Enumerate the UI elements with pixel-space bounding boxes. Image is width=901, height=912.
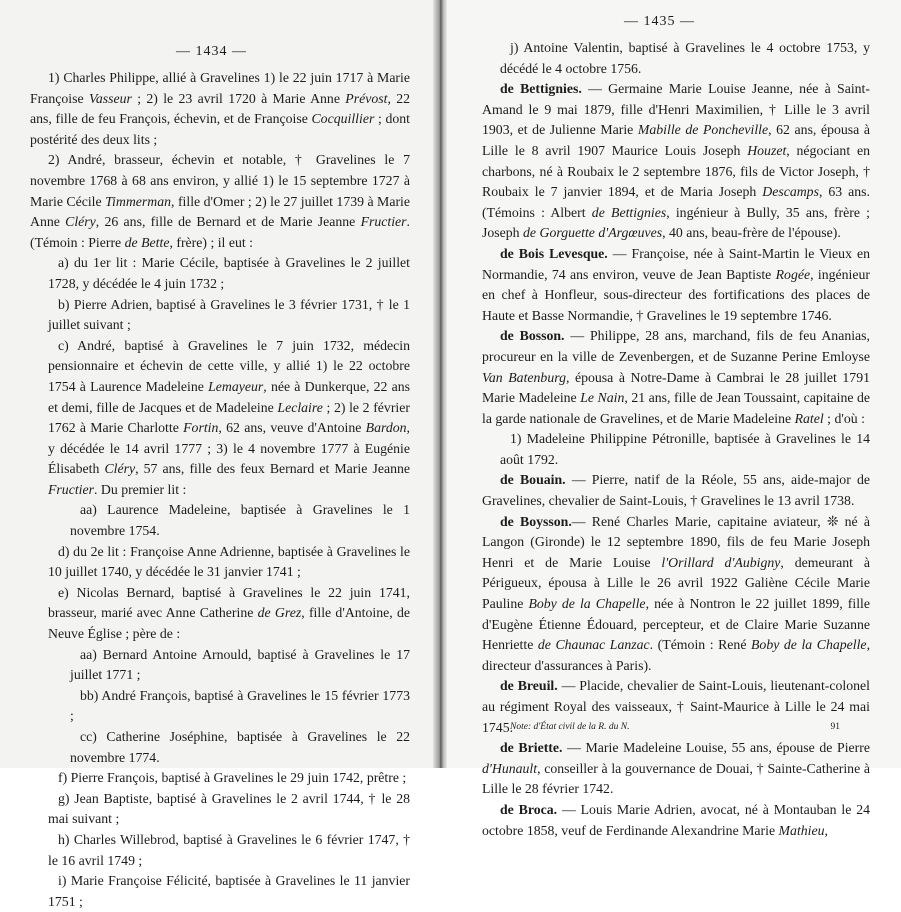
text-run: , ingénieur à Bully, 35 ans, frère ; Joseph <box>482 204 870 241</box>
italic-name: Mathieu <box>778 822 825 838</box>
text-run: i) Marie Françoise Félicité, baptisée à Gravelines le 11 janvier 1751 ; <box>48 873 410 909</box>
italic-name: de Grez <box>257 605 302 621</box>
left-paragraph <box>30 830 410 871</box>
entry-heading: de Breuil. <box>500 678 558 694</box>
left-paragraph <box>30 727 410 768</box>
text-run: — Louis Marie Adrien, avocat, né à Montauban le 24 octobre 1858, veuf de Ferdinande Alexandrine Marie <box>482 801 870 838</box>
text-run: h) Charles Willebrod, baptisé à Gravelines le 6 février 1747, † le 16 avril 1749 ; <box>48 831 410 868</box>
entry-heading: de Bettignies. <box>500 81 582 97</box>
text-run: . Du premier lit : <box>93 481 187 497</box>
entry-heading: de Broca. <box>500 801 558 817</box>
text-run: cc) Catherine Joséphine, baptisée à Gravelines le 22 novembre 1774. <box>70 729 410 765</box>
text-run: , 63 ans. (Témoins : Albert <box>482 184 870 220</box>
italic-name: Ratel <box>794 410 824 426</box>
left-text-column <box>30 68 410 912</box>
text-run: , directeur d'assurances à Paris). <box>482 637 871 673</box>
italic-name: Cléry <box>104 461 136 477</box>
left-paragraph <box>30 336 410 501</box>
left-paragraph <box>30 768 410 789</box>
italic-name: de Bettignies <box>591 204 667 220</box>
left-paragraph <box>30 68 410 150</box>
text-run: 1) Madeleine Philippine Pétronille, baptisée à Gravelines le 14 août 1792. <box>500 431 870 467</box>
book-gutter <box>433 0 447 768</box>
text-run: , conseiller à la gouvernance de Douai, † Sainte-Catherine à Lille le 28 février 1742. <box>482 760 870 797</box>
page-number-left: — 1434 — <box>176 44 247 59</box>
italic-name: Prévost <box>345 90 388 106</box>
text-run: d) du 2e lit : Françoise Anne Adrienne, baptisée à Gravelines le 10 juillet 1740, y décédée le 31 janvier 1741 ; <box>48 543 410 580</box>
footnote <box>510 722 840 732</box>
text-run: j) Antoine Valentin, baptisé à Gravelines le 4 octobre 1753, y décédé le 4 octobre 1756. <box>500 40 870 76</box>
italic-name: Bardon <box>365 420 407 436</box>
left-paragraph <box>30 871 410 912</box>
text-run: — René Charles Marie, capitaine aviateur, ❊ né à Langon (Gironde) le 12 septembre 1890, fils de feu Marie Joseph Henri et de Marie Louise <box>482 513 870 570</box>
italic-name: Fructier <box>48 481 94 497</box>
text-run: , ingénieur en chef à Honfleur, sous-directeur des fortifications des places de Haute et Basse Normandie, † Gravelines le 19 septembre 1746. <box>482 266 870 323</box>
italic-name: Cocquillier <box>311 111 375 127</box>
text-run: — Germaine Marie Louise Jeanne, née à Saint-Amand le 9 mai 1879, fille d'Henri Maximilien, † Lille le 3 avril 1903, et de Julienne Marie <box>482 81 870 138</box>
right-page <box>440 0 901 838</box>
text-run: ; 2) le 23 avril 1720 à Marie Anne <box>131 90 346 106</box>
italic-name: d'Hunault <box>482 760 538 776</box>
left-paragraph <box>30 295 410 336</box>
text-run: , 21 ans, fille de Jean Toussaint, capitaine de la garde nationale de Gravelines, et de Marie Madeleine <box>482 390 870 426</box>
text-run: , épousa à Notre-Dame à Cambrai le 28 juillet 1791 Marie Madeleine <box>482 369 870 406</box>
italic-name: de Chaunac Lanzac <box>537 637 650 653</box>
right-paragraph <box>482 738 870 800</box>
text-run: , 62 ans, veuve d'Antoine <box>218 420 366 436</box>
text-run: , née à Dunkerque, 22 ans et demi, fille de Jacques et de Madeleine <box>48 378 410 415</box>
text-run: b) Pierre Adrien, baptisé à Gravelines le 3 février 1731, † le 1 juillet suivant ; <box>48 296 410 333</box>
text-run: bb) André François, baptisé à Gravelines le 15 février 1773 ; <box>70 687 410 724</box>
italic-name: Van Batenburg <box>482 369 566 385</box>
text-run: aa) Bernard Antoine Arnould, baptisé à Gravelines le 17 juillet 1771 ; <box>70 646 410 683</box>
left-paragraph <box>30 789 410 830</box>
italic-name: Cléry <box>65 214 96 230</box>
left-paragraph <box>30 583 410 645</box>
italic-name: Vasseur <box>88 90 132 106</box>
right-paragraph <box>482 429 870 470</box>
text-run: ; 2) le 2 février 1762 à Marie Charlotte <box>48 399 410 436</box>
text-run: f) Pierre François, baptisé à Gravelines le 29 juin 1742, prêtre ; <box>58 770 407 786</box>
signature-mark: 91 <box>830 722 840 732</box>
italic-name: Fructier <box>360 214 407 230</box>
text-run: — Philippe, 28 ans, marchand, fils de feu Ananias, procureur en la ville de Zevenbergen, et de Suzanne Perine Emloyse <box>482 328 871 364</box>
text-run: ; dont postérité des deux lits ; <box>30 111 411 147</box>
italic-name: Timmerman <box>105 193 172 209</box>
italic-name: l'Orillard d'Aubigny <box>661 554 781 570</box>
italic-name: Le Nain <box>580 390 625 406</box>
entry-heading: de Bouain. <box>500 472 566 488</box>
text-run: — Placide, chevalier de Saint-Louis, lieutenant-colonel au régiment Royal des vaisseaux, † Saint-Maurice à Lille le 24 mai 1745. <box>482 678 870 735</box>
footnote-text: Note: d'État civil de la R. du N. <box>510 722 630 732</box>
text-run: , y décédée le 14 avril 1777 ; 3) le 4 novembre 1777 à Eugénie Élisabeth <box>48 420 410 477</box>
entry-heading: de Bosson. <box>500 328 565 344</box>
text-run: , négociant en charbons, né à Roubaix le 2 septembre 1876, fils de Victor Joseph, † Roubaix le 7 janvier 1894, et de Maria Joseph <box>482 142 870 200</box>
right-paragraph <box>482 470 870 511</box>
right-paragraph <box>482 244 870 326</box>
text-run: — Marie Madeleine Louise, 55 ans, épouse de Pierre <box>562 740 870 756</box>
italic-name: Houzet <box>747 142 787 158</box>
right-paragraph <box>482 326 870 429</box>
text-run: 2) André, brasseur, échevin et notable, † Gravelines le 7 novembre 1768 à 68 ans environ, y allié 1) le 15 septembre 1727 à Marie Cécile <box>30 152 410 209</box>
text-run: aa) Laurence Madeleine, baptisée à Gravelines le 1 novembre 1754. <box>70 502 410 539</box>
italic-name: Mabille de Poncheville <box>637 122 769 138</box>
left-paragraph <box>30 253 410 294</box>
text-run: . (Témoin : René <box>649 637 751 653</box>
italic-name: Fortin <box>183 420 219 436</box>
entry-heading: de Boysson. <box>500 513 572 529</box>
text-run: , 62 ans, épousa à Lille le 8 avril 1907 Maurice Louis Joseph <box>482 122 870 158</box>
right-paragraph <box>482 800 870 841</box>
text-run: g) Jean Baptiste, baptisé à Gravelines le 2 avril 1744, † le 28 mai suivant ; <box>48 790 410 827</box>
text-run: ; d'où : <box>823 410 865 426</box>
text-run: . (Témoin : Pierre <box>30 214 410 250</box>
text-run: , 26 ans, fille de Bernard et de Marie Jeanne <box>95 214 361 230</box>
italic-name: Boby de la Chapelle <box>751 637 867 653</box>
text-run: — Françoise, née à Saint-Martin le Vieux en Normandie, 74 ans environ, veuve de Jean Baptiste <box>482 245 870 282</box>
text-run: , 40 ans, beau-frère de l'épouse). <box>662 225 841 241</box>
italic-name: Rogée <box>775 266 811 282</box>
italic-name: Boby de la Chapelle <box>528 596 646 612</box>
right-paragraph <box>482 38 870 79</box>
left-paragraph <box>30 150 410 253</box>
right-text-column <box>482 38 870 841</box>
text-run: , <box>824 822 828 838</box>
text-run: — Pierre, natif de la Réole, 55 ans, aide-major de Gravelines, chevalier de Saint-Louis, † Gravelines le 13 avril 1738. <box>482 472 870 509</box>
entry-heading: de Briette. <box>500 740 563 756</box>
right-paragraph <box>482 79 870 244</box>
text-run: , fille d'Omer ; 2) le 27 juillet 1739 à Marie Anne <box>30 193 410 230</box>
text-run: , demeurant à Périgueux, épousa à Lille le 26 avril 1922 Galiène Cécile Marie Pauline <box>482 554 870 612</box>
left-paragraph <box>30 500 410 541</box>
italic-name: de Bette <box>124 234 170 250</box>
left-paragraph <box>30 542 410 583</box>
text-run: , frère) ; il eut : <box>169 234 253 250</box>
left-page <box>0 0 440 909</box>
left-paragraph <box>30 645 410 686</box>
italic-name: Lemayeur <box>208 378 264 394</box>
italic-name: Leclaire <box>277 399 323 415</box>
text-run: e) Nicolas Bernard, baptisé à Gravelines le 22 juin 1741, brasseur, marié avec Anne Catherine <box>48 584 410 621</box>
entry-heading: de Bois Levesque. <box>500 245 608 261</box>
text-run: , née à Nontron le 22 juillet 1899, fille d'Eugène Étienne Édouard, percepteur, et de Claire Marie Suzanne Henriette <box>482 596 870 653</box>
page-number-right: — 1435 — <box>624 14 695 29</box>
italic-name: de Gorguette d'Argœuves <box>523 225 663 241</box>
text-run: , fille d'Antoine, de Neuve Église ; père de : <box>48 605 410 642</box>
right-paragraph <box>482 512 870 677</box>
text-run: 1) Charles Philippe, allié à Gravelines 1) le 22 juin 1717 à Marie Françoise <box>30 70 410 106</box>
left-paragraph <box>30 686 410 727</box>
text-run: c) André, baptisé à Gravelines le 7 juin 1732, médecin pensionnaire et échevin de cette ville, y allié 1) le 22 octobre 1754 à Laurence Madeleine <box>48 337 410 394</box>
text-run: , 22 ans, fille de feu François, échevin, et de Françoise <box>30 90 411 127</box>
text-run: , 57 ans, fille des feux Bernard et Marie Jeanne <box>135 461 410 477</box>
italic-name: Descamps <box>762 184 819 200</box>
text-run: a) du 1er lit : Marie Cécile, baptisée à Gravelines le 2 juillet 1728, y décédée le 4 juin 1732 ; <box>48 255 410 291</box>
